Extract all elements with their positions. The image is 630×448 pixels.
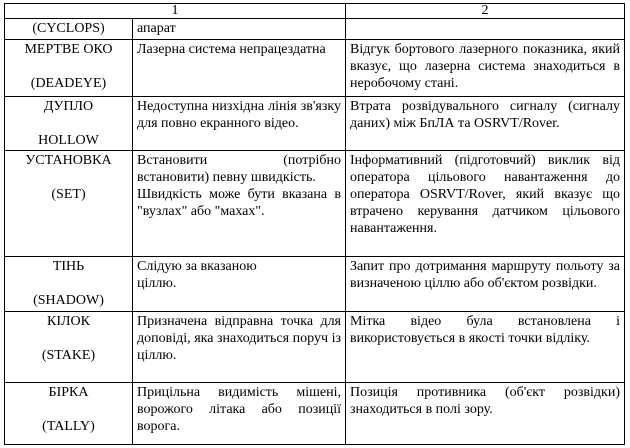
description-cell bbox=[346, 383, 625, 445]
term-name: УСТАНОВКА bbox=[25, 153, 112, 168]
meaning-cell bbox=[133, 151, 346, 257]
term-name: ДУПЛО bbox=[43, 99, 94, 114]
term-english: HOLLOW bbox=[38, 133, 99, 148]
terms-table bbox=[4, 3, 625, 445]
term-name: БІРКА bbox=[48, 385, 89, 400]
table-header-row bbox=[5, 4, 625, 19]
term-cell bbox=[5, 40, 133, 97]
term-cell bbox=[5, 19, 133, 40]
term-cell bbox=[5, 312, 133, 383]
term-english: (TALLY) bbox=[42, 419, 95, 434]
description-text: Відгук бортового лазерного показника, який вказує, що лазерна система знаходиться в неробочому стані. bbox=[350, 42, 620, 91]
meaning-cell bbox=[133, 383, 346, 445]
term-name: ТІНЬ bbox=[52, 259, 85, 274]
term-cell bbox=[5, 97, 133, 151]
term-cell bbox=[5, 383, 133, 445]
table-row bbox=[5, 40, 625, 97]
term-english: (STAKE) bbox=[41, 348, 96, 363]
description-text: Втрата розвідувального сигналу (сигналу даних) між БпЛА та OSRVT/Rover. bbox=[350, 99, 620, 131]
meaning-cell bbox=[133, 312, 346, 383]
description-cell bbox=[346, 151, 625, 257]
term-english: (SET) bbox=[51, 187, 86, 202]
meaning-extra-text: Швидкість може бути вказана в "вузлах" або "махах". bbox=[137, 187, 341, 219]
term-name: МЕРТВЕ ОКО bbox=[24, 42, 113, 57]
meaning-cell bbox=[133, 40, 346, 97]
table-row bbox=[5, 312, 625, 383]
meaning-cell bbox=[133, 257, 346, 312]
table-row bbox=[5, 19, 625, 40]
description-text: Мітка відео була встановлена і використовується в якості точки відліку. bbox=[350, 314, 620, 346]
description-cell bbox=[346, 19, 625, 40]
description-text: Позиція противника (об'єкт розвідки) знаходиться в полі зору. bbox=[350, 385, 620, 417]
table-row bbox=[5, 383, 625, 445]
description-cell bbox=[346, 312, 625, 383]
meaning-text: Прицільна видимість мішені, ворожого літака або позиції ворога. bbox=[137, 385, 341, 434]
table-row bbox=[5, 97, 625, 151]
description-cell bbox=[346, 40, 625, 97]
meaning-text: апарат bbox=[137, 21, 176, 36]
term-cell bbox=[5, 257, 133, 312]
header-col-1: 1 bbox=[5, 4, 346, 19]
table-row bbox=[5, 257, 625, 312]
term-name: (CYCLOPS) bbox=[32, 21, 105, 36]
meaning-text: Призначена відправна точка для доповіді, яка знаходиться поруч із ціллю. bbox=[137, 314, 341, 363]
meaning-text: Встановити (потрібно встановити) певну швидкість. bbox=[137, 153, 341, 185]
term-name: КІЛОК bbox=[47, 314, 90, 329]
table-row bbox=[5, 151, 625, 257]
term-english: (DEADEYE) bbox=[30, 76, 107, 91]
description-cell bbox=[346, 257, 625, 312]
description-text: Запит про дотримання маршруту польоту за визначеною ціллю або об'єктом розвідки. bbox=[350, 259, 620, 291]
term-cell bbox=[5, 151, 133, 257]
meaning-text: Недоступна низхідна лінія зв'язку для повно екранного відео. bbox=[137, 99, 341, 131]
description-text: Інформативний (підготовчий) виклик від оператора цільового навантаження до оператора OSRVT/Rover, який вказує що втрачено керування датчиком цільового навантаження. bbox=[350, 153, 620, 236]
meaning-text: Слідую за вказаною ціллю. bbox=[137, 259, 257, 291]
meaning-text: Лазерна система непрацездатна bbox=[137, 42, 326, 57]
term-english: (SHADOW) bbox=[33, 293, 104, 308]
description-cell bbox=[346, 97, 625, 151]
meaning-cell bbox=[133, 97, 346, 151]
meaning-cell bbox=[133, 19, 346, 40]
header-col-2: 2 bbox=[346, 4, 625, 19]
